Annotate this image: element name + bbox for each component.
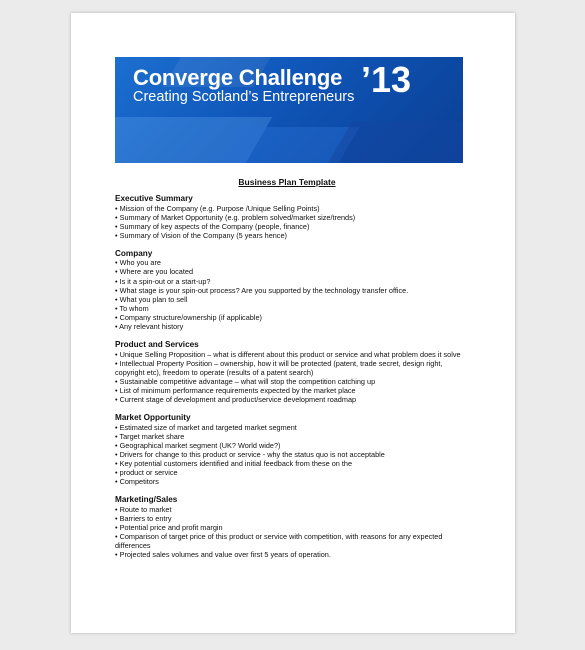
bullet-list [115, 350, 465, 405]
list-item: • Route to market [115, 504, 172, 514]
section-heading: Marketing/Sales [115, 495, 178, 505]
list-item: • Intellectual Property Position – ownership, how it will be protected (patent, trade secret, design right, copyright etc), freedom to operate (results of a patent search) [115, 358, 443, 377]
list-item: • Unique Selling Proposition – what is different about this product or service and what problem does it solve [115, 349, 461, 359]
section-heading: Market Opportunity [115, 413, 191, 423]
list-item: • Potential price and profit margin [115, 523, 223, 533]
list-item: • Any relevant history [115, 322, 184, 332]
list-item: • Summary of key aspects of the Company (people, finance) [115, 221, 310, 231]
list-item: • Company structure/ownership (if applicable) [115, 312, 262, 322]
list-item: • Where are you located [115, 267, 193, 277]
bullet-list [115, 505, 465, 560]
banner-year: ’13 [361, 59, 412, 100]
section-heading: Company [115, 248, 153, 258]
section-heading: Product and Services [115, 340, 199, 350]
list-item: • What stage is your spin-out process? Are you supported by the technology transfer office. [115, 285, 409, 295]
list-item: • Summary of Vision of the Company (5 years hence) [115, 230, 287, 240]
list-item: • To whom [115, 303, 149, 313]
section [115, 194, 465, 240]
bullet-list [115, 258, 465, 331]
list-item: • List of minimum performance requirements expected by the market place [115, 386, 356, 395]
list-item: • Drivers for change to this product or service - why the status quo is not acceptable [115, 449, 385, 459]
list-item: • Who you are [115, 258, 161, 268]
list-item: • Comparison of target price of this product or service with competition, with reasons for any expected differences [115, 532, 443, 551]
section [115, 340, 465, 404]
list-item: • Summary of Market Opportunity (e.g. problem solved/market size/trends) [115, 212, 356, 222]
list-item: • Key potential customers identified and initial feedback from these on the [115, 459, 353, 469]
list-item: • Projected sales volumes and value over first 5 years of operation. [115, 550, 331, 560]
document-body [115, 194, 465, 568]
list-item: • Target market share [115, 431, 185, 441]
section-heading: Executive Summary [115, 194, 193, 203]
bullet-list [115, 204, 465, 240]
section [115, 249, 465, 331]
list-item: • Estimated size of market and targeted market segment [115, 422, 297, 432]
list-item: • What you plan to sell [115, 294, 188, 304]
list-item: • Is it a spin-out or a start-up? [115, 276, 211, 286]
header-banner [115, 57, 463, 163]
list-item: • Mission of the Company (e.g. Purpose /Unique Selling Points) [115, 203, 320, 213]
document-page [71, 13, 515, 633]
list-item: • Barriers to entry [115, 513, 172, 523]
bullet-list [115, 423, 465, 487]
list-item: • Sustainable competitive advantage – what will stop the competition catching up [115, 376, 376, 386]
list-item: • Current stage of development and product/service development roadmap [115, 395, 357, 405]
banner-subtitle: Creating Scotland’s Entrepreneurs [133, 89, 355, 105]
section [115, 413, 465, 486]
list-item: • product or service [115, 468, 178, 478]
section [115, 495, 465, 559]
list-item: • Competitors [115, 477, 159, 487]
document-title: Business Plan Template [238, 177, 336, 187]
list-item: • Geographical market segment (UK? World wide?) [115, 440, 281, 450]
banner-title: Converge Challenge [133, 65, 343, 90]
